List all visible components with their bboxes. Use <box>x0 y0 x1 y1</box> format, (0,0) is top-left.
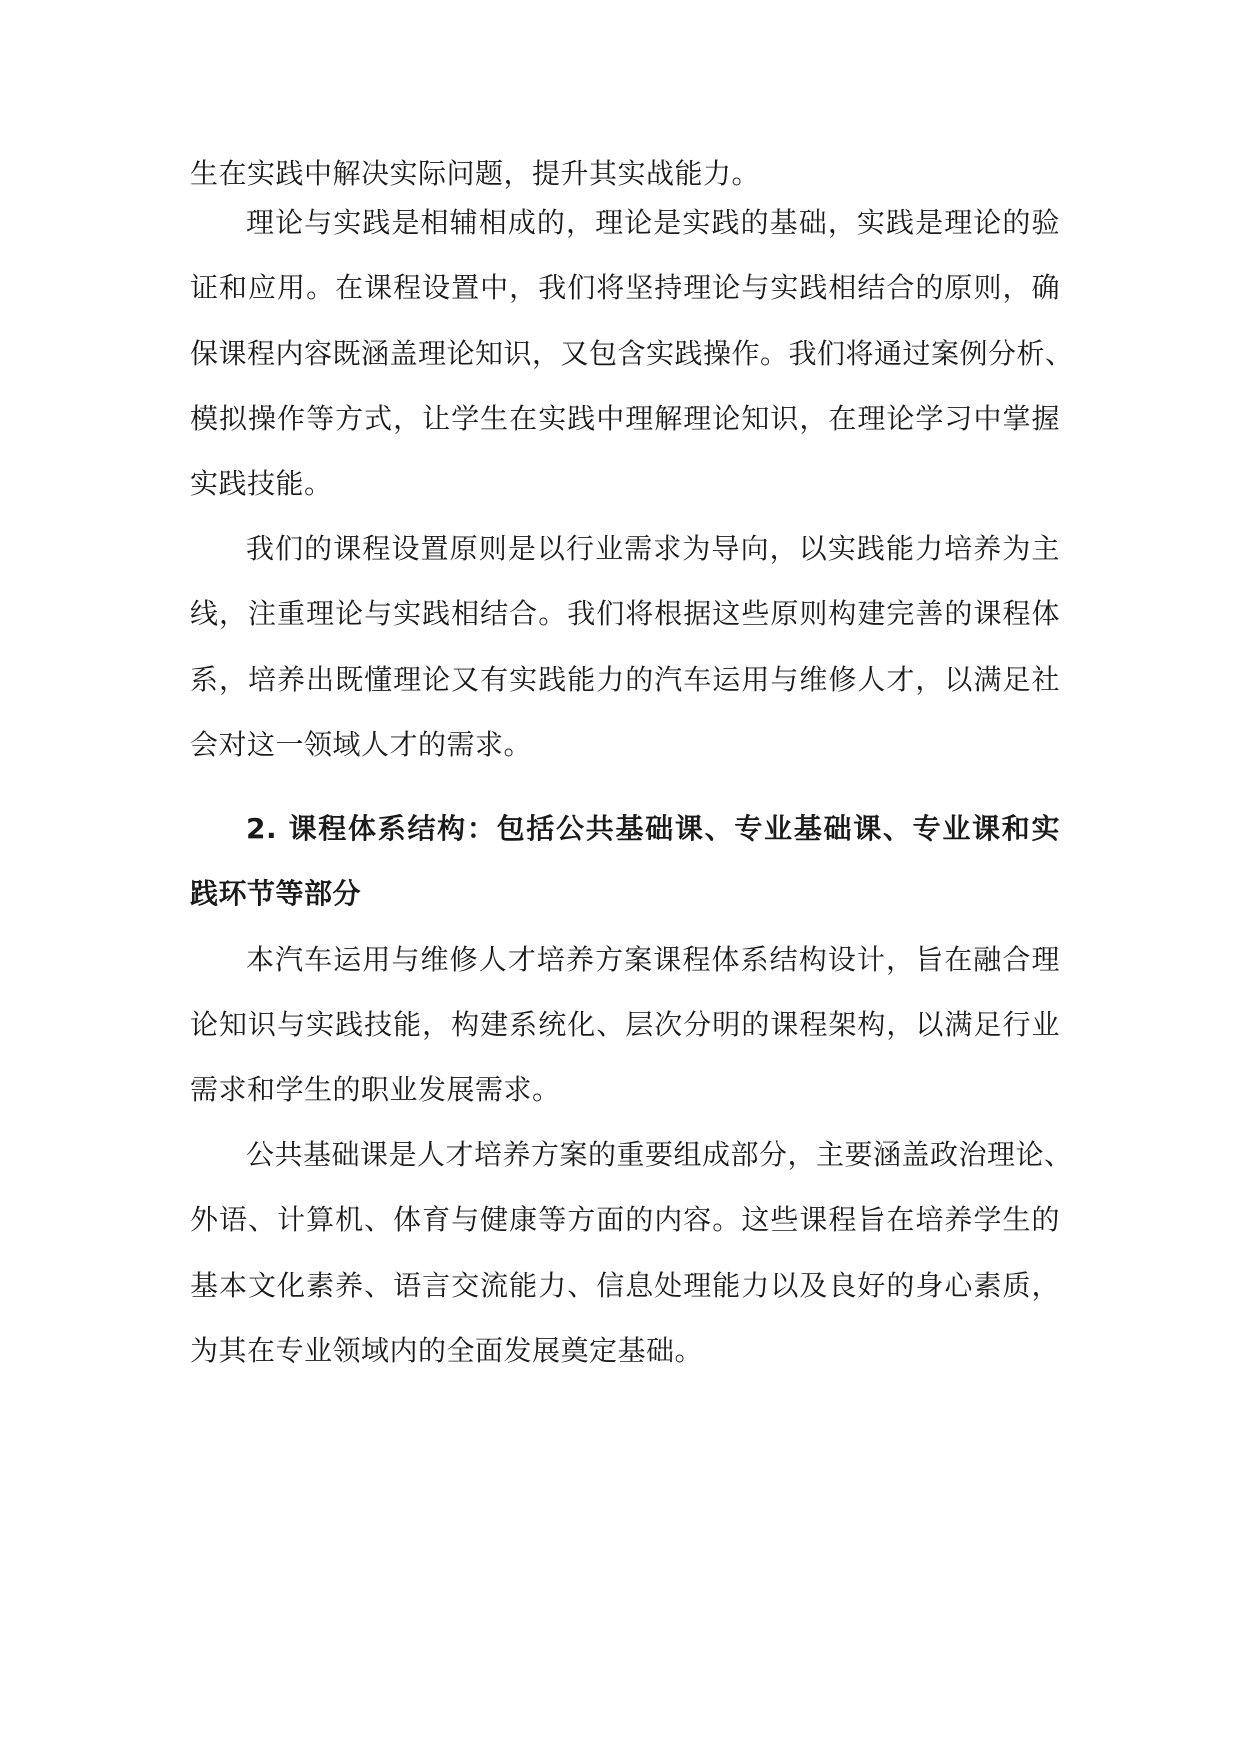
paragraph-line: 实践技能。 <box>190 467 333 500</box>
paragraph-line: 系，培养出既懂理论又有实践能力的汽车运用与维修人才，以满足社 <box>190 663 1060 696</box>
paragraph-line: 保课程内容既涵盖理论知识，又包含实践操作。我们将通过案例分析、 <box>190 337 1074 370</box>
paragraph-line: 基本文化素养、语言交流能力、信息处理能力以及良好的身心素质， <box>190 1269 1060 1302</box>
paragraph-line: 论知识与实践技能，构建系统化、层次分明的课程架构，以满足行业 <box>190 1008 1060 1041</box>
paragraph-line: 公共基础课是人才培养方案的重要组成部分，主要涵盖政治理论、 <box>246 1138 1073 1171</box>
paragraph-line: 我们的课程设置原则是以行业需求为导向，以实践能力培养为主 <box>246 532 1060 565</box>
section-heading: 践环节等部分 <box>190 877 362 910</box>
paragraph-line: 证和应用。在课程设置中，我们将坚持理论与实践相结合的原则，确 <box>190 271 1060 304</box>
paragraph-line: 理论与实践是相辅相成的，理论是实践的基础，实践是理论的验 <box>246 206 1060 239</box>
paragraph-line: 外语、计算机、体育与健康等方面的内容。这些课程旨在培养学生的 <box>190 1203 1060 1236</box>
paragraph-line: 生在实践中解决实际问题，提升其实战能力。 <box>190 157 761 190</box>
paragraph-line: 需求和学生的职业发展需求。 <box>190 1073 561 1106</box>
section-heading: 2. 课程体系结构：包括公共基础课、专业基础课、专业课和实 <box>246 812 1060 845</box>
paragraph-line: 模拟操作等方式，让学生在实践中理解理论知识，在理论学习中掌握 <box>190 402 1060 435</box>
paragraph-line: 线，注重理论与实践相结合。我们将根据这些原则构建完善的课程体 <box>190 597 1060 630</box>
paragraph-line: 为其在专业领域内的全面发展奠定基础。 <box>190 1334 704 1367</box>
paragraph-line: 会对这一领域人才的需求。 <box>190 728 533 761</box>
paragraph-line: 本汽车运用与维修人才培养方案课程体系结构设计，旨在融合理 <box>246 943 1060 976</box>
